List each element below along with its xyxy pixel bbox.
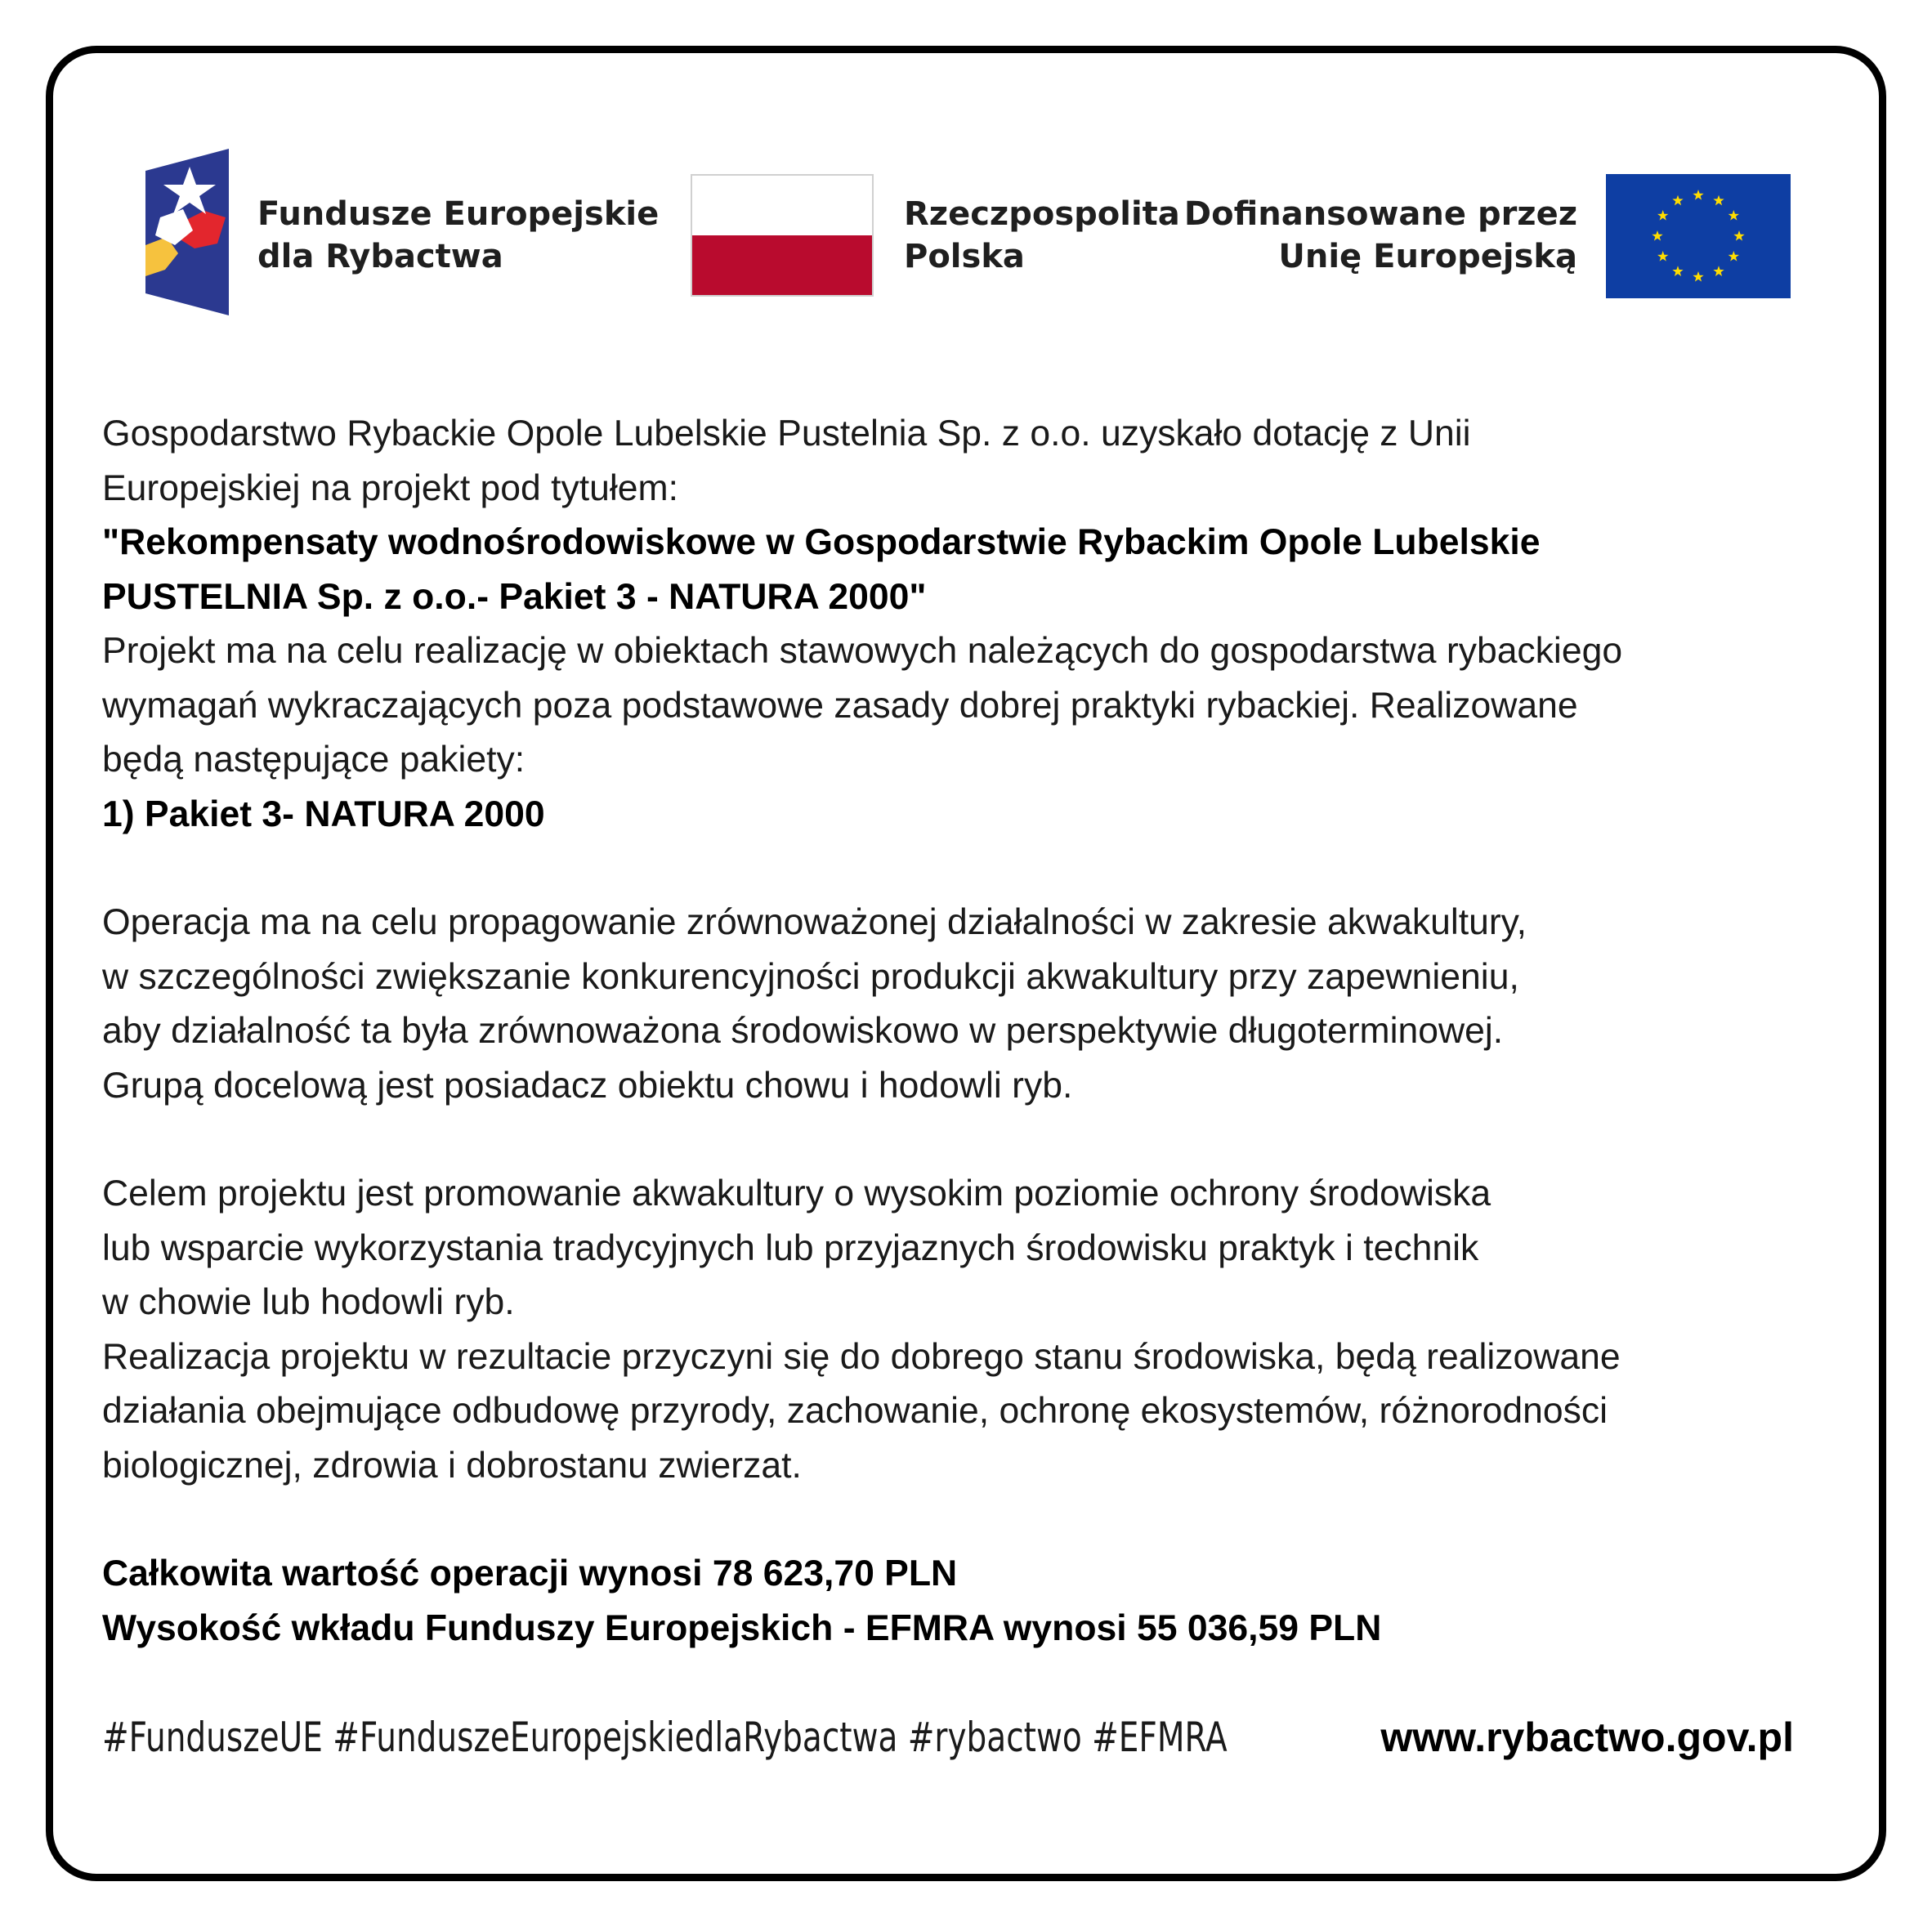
rp-logo-label <box>904 193 1180 278</box>
spacer <box>102 842 1835 896</box>
fe-logo-line1: Fundusze Europejskie <box>257 195 660 233</box>
goal-line: biologicznej, zdrowia i dobrostanu zwierzat. <box>102 1445 802 1486</box>
fe-logo-line2: dla Rybactwa <box>257 238 503 275</box>
fe-logo-label <box>257 193 659 278</box>
project-line: wymagań wykraczających poza podstawowe zasady dobrej praktyki rybackiej. Realizowane <box>102 685 1578 726</box>
eu-contribution: Wysokość wkładu Funduszy Europejskich - EFMRA wynosi 55 036,59 PLN <box>102 1607 1382 1648</box>
flag-white-stripe <box>692 176 872 235</box>
project-title-line: PUSTELNIA Sp. z o.o.- Pakiet 3 - NATURA 2000" <box>102 576 927 617</box>
website-link[interactable]: www.rybactwo.gov.pl <box>1380 1714 1794 1760</box>
goal-line: działania obejmujące odbudowę przyrody, zachowanie, ochronę ekosystemów, różnorodności <box>102 1391 1608 1431</box>
operation-line: aby działalność ta była zrównoważona środowiskowo w perspektywie długoterminowej. <box>102 1011 1504 1051</box>
package-item: 1) Pakiet 3- NATURA 2000 <box>102 793 545 834</box>
hashtags: #FunduszeUE #FunduszeEuropejskiedlaRybactwa #rybactwo #EFMRA <box>102 1714 1228 1761</box>
eu-logo-line1: Dofinansowane przez <box>1183 195 1577 233</box>
project-line: będą następujące pakiety: <box>102 740 525 780</box>
spacer <box>102 1493 1835 1547</box>
project-title-line: "Rekompensaty wodnośrodowiskowe w Gospodarstwie Rybackim Opole Lubelskie <box>102 522 1541 562</box>
intro-line: Europejskiej na projekt pod tytułem: <box>102 467 678 508</box>
eu-flag <box>1606 174 1791 298</box>
total-value: Całkowita wartość operacji wynosi 78 623,70 PLN <box>102 1553 958 1594</box>
flag-red-stripe <box>692 235 872 295</box>
polish-flag <box>691 174 874 297</box>
spacer <box>102 1113 1835 1167</box>
eu-logo-label <box>1184 193 1577 278</box>
project-line: Projekt ma na celu realizację w obiektach stawowych należących do gospodarstwa rybackiego <box>102 631 1623 671</box>
operation-line: w szczególności zwiększanie konkurencyjności produkcji akwakultury przy zapewnieniu, <box>102 956 1519 997</box>
rp-logo-line1: Rzeczpospolita <box>904 195 1180 233</box>
goal-line: Realizacja projektu w rezultacie przyczyni się do dobrego stanu środowiska, będą realizowane <box>102 1336 1621 1377</box>
goal-line: Celem projektu jest promowanie akwakultury o wysokim poziomie ochrony środowiska <box>102 1173 1491 1214</box>
fundusze-europejskie-logo <box>145 149 229 315</box>
goal-line: lub wsparcie wykorzystania tradycyjnych lub przyjaznych środowisku praktyk i technik <box>102 1227 1479 1268</box>
eu-logo-line2: Unię Europejską <box>1278 238 1577 275</box>
goal-line: w chowie lub hodowli ryb. <box>102 1282 515 1322</box>
announcement-body <box>102 407 1835 1656</box>
operation-line: Grupą docelową jest posiadacz obiektu chowu i hodowli ryb. <box>102 1065 1073 1106</box>
operation-line: Operacja ma na celu propagowanie zrównoważonej działalności w zakresie akwakultury, <box>102 902 1527 942</box>
rp-logo-line2: Polska <box>904 238 1025 275</box>
intro-line: Gospodarstwo Rybackie Opole Lubelskie Pustelnia Sp. z o.o. uzyskało dotację z Unii <box>102 413 1471 454</box>
footer <box>102 1710 1794 1776</box>
